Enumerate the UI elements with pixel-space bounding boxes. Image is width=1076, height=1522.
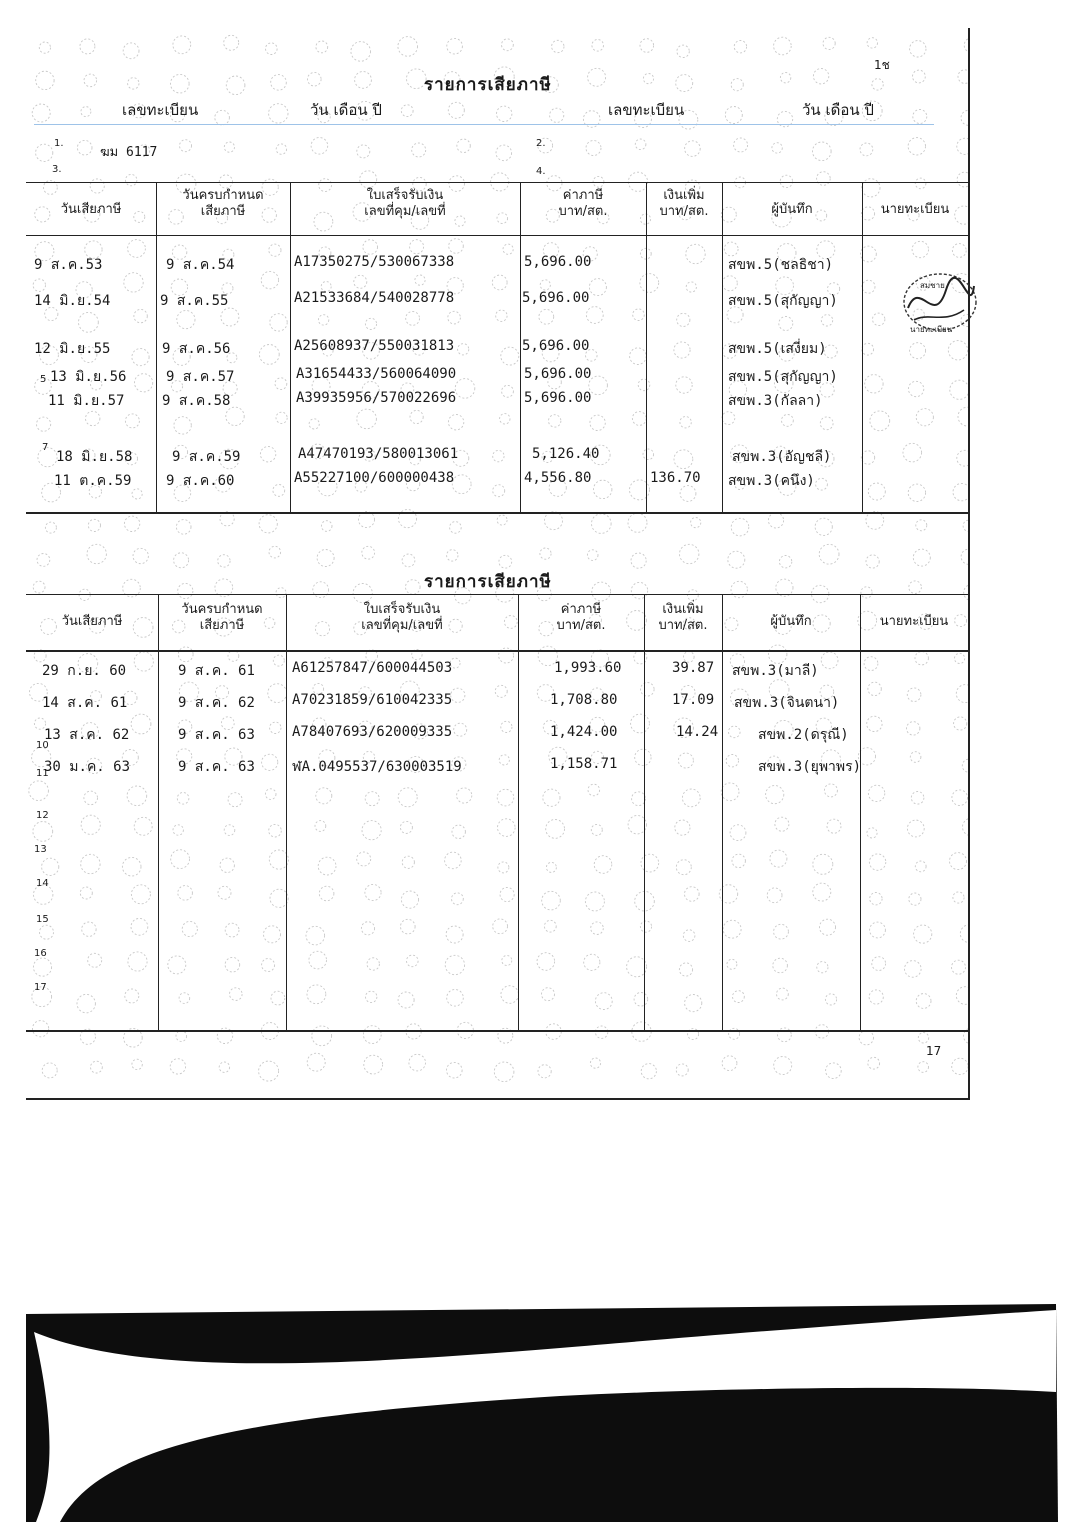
paid-date: 9 ส.ค.53 bbox=[34, 257, 103, 273]
t1-header-surcharge: เงินเพิ่ม บาท/สต. bbox=[659, 188, 709, 219]
paid-date: 11 ต.ค.59 bbox=[54, 473, 132, 489]
table2-col-rule bbox=[518, 594, 519, 1030]
table2-bottom-rule bbox=[26, 1030, 968, 1032]
row-number: 16 bbox=[34, 948, 47, 959]
recorder: สขพ.3(อัญชลี) bbox=[732, 449, 832, 465]
due-date: 9 ส.ค.57 bbox=[166, 369, 235, 385]
due-date: 9 ส.ค.56 bbox=[162, 341, 231, 357]
svg-text:สมชาย: สมชาย bbox=[920, 281, 945, 290]
tax-amount: 5,126.40 bbox=[532, 446, 600, 462]
t1-header-paid-date: วันเสียภาษี bbox=[60, 202, 122, 217]
paid-date: 14 มิ.ย.54 bbox=[34, 293, 111, 309]
row-number: 5 bbox=[40, 374, 47, 385]
tax-amount: 1,424.00 bbox=[550, 724, 618, 740]
receipt-number: A39935956/570022696 bbox=[296, 390, 457, 406]
table1-col-rule bbox=[646, 182, 647, 512]
table2-col-rule bbox=[644, 594, 645, 1030]
recorder: สขพ.3(คนึง) bbox=[728, 473, 815, 489]
t2-header-due-date: วันครบกำหนด เสียภาษี bbox=[181, 602, 263, 633]
tax-amount: 5,696.00 bbox=[524, 254, 592, 270]
tax-amount: 5,696.00 bbox=[524, 390, 592, 406]
tax-amount: 5,696.00 bbox=[522, 290, 590, 306]
t2-header-paid-date: วันเสียภาษี bbox=[61, 614, 123, 629]
recorder: สขพ.5(เสงี่ยม) bbox=[728, 341, 827, 357]
recorder: สขพ.5(สุกัญญา) bbox=[728, 293, 838, 309]
paid-date: 30 ม.ค. 63 bbox=[44, 759, 131, 775]
table1-col-rule bbox=[722, 182, 723, 512]
t2-header-tax: ค่าภาษี บาท/สต. bbox=[556, 602, 606, 633]
paid-date: 11 มิ.ย.57 bbox=[48, 393, 125, 409]
t2-header-surcharge: เงินเพิ่ม บาท/สต. bbox=[658, 602, 708, 633]
recorder: สขพ.3(จินตนา) bbox=[734, 695, 840, 711]
table1-col-rule bbox=[520, 182, 521, 512]
recorder: สขพ.3(กัลลา) bbox=[728, 393, 823, 409]
paid-date: 29 ก.ย. 60 bbox=[42, 663, 127, 679]
due-date: 9 ส.ค.60 bbox=[166, 473, 235, 489]
t2-header-receipt: ใบเสร็จรับเงิน เลขที่คุม/เลขที่ bbox=[361, 602, 443, 633]
receipt-number: A55227100/600000438 bbox=[294, 470, 455, 486]
row-number: 2. bbox=[536, 138, 546, 149]
receipt-number: A21533684/540028778 bbox=[294, 290, 455, 306]
recorder: สขพ.3(มาลี) bbox=[732, 663, 819, 679]
due-date: 9 ส.ค. 63 bbox=[178, 727, 255, 743]
due-date: 9 ส.ค.59 bbox=[172, 449, 241, 465]
row-number: 17 bbox=[34, 982, 47, 993]
recorder: สขพ.5(สุกัญญา) bbox=[728, 369, 838, 385]
t1-header-receipt: ใบเสร็จรับเงิน เลขที่คุม/เลขที่ bbox=[364, 188, 446, 219]
receipt-number: ฬA.0495537/630003519 bbox=[292, 759, 462, 775]
scanner-edge-shadow bbox=[0, 1296, 1076, 1522]
due-date: 9 ส.ค. 61 bbox=[178, 663, 255, 679]
paid-date: 14 ส.ค. 61 bbox=[42, 695, 128, 711]
table1-col-rule bbox=[290, 182, 291, 512]
row-number: 13 bbox=[34, 844, 47, 855]
row-number: 15 bbox=[36, 914, 49, 925]
table1-top-rule bbox=[26, 182, 968, 183]
tax-amount: 1,708.80 bbox=[550, 692, 618, 708]
page-marker: 1ช bbox=[874, 58, 890, 72]
receipt-number: A31654433/560064090 bbox=[296, 366, 457, 382]
recorder: สขพ.3(ยุพาพร) bbox=[758, 759, 862, 775]
paid-date: 13 มิ.ย.56 bbox=[50, 369, 127, 385]
t2-header-recorder: ผู้บันทึก bbox=[770, 614, 812, 629]
t2-header-registrar: นายทะเบียน bbox=[879, 614, 949, 629]
receipt-number: A70231859/610042335 bbox=[292, 692, 453, 708]
row-number: 7 bbox=[42, 442, 49, 453]
recorder: สขพ.5(ชลธิชา) bbox=[728, 257, 834, 273]
section1-title: รายการเสียภาษี bbox=[424, 75, 552, 95]
t1-header-tax: ค่าภาษี บาท/สต. bbox=[558, 188, 608, 219]
surcharge: 39.87 bbox=[672, 660, 715, 676]
reg-no-label-1: เลขทะเบียน bbox=[122, 101, 199, 119]
recorder: สขพ.2(ดรุณี) bbox=[758, 727, 849, 743]
due-date: 9 ส.ค. 62 bbox=[178, 695, 255, 711]
registrar-signature-stamp bbox=[900, 268, 980, 338]
table2-col-rule bbox=[860, 594, 861, 1030]
tax-amount: 5,696.00 bbox=[522, 338, 590, 354]
plate-number: ฆม 6117 bbox=[100, 145, 158, 160]
paid-date: 18 มิ.ย.58 bbox=[56, 449, 133, 465]
section2-title: รายการเสียภาษี bbox=[424, 572, 552, 592]
row-number: 14 bbox=[36, 878, 49, 889]
due-date: 9 ส.ค.54 bbox=[166, 257, 235, 273]
table2-col-rule bbox=[286, 594, 287, 1030]
t1-header-registrar: นายทะเบียน bbox=[880, 202, 950, 217]
table2-top-rule bbox=[26, 594, 968, 595]
due-date: 9 ส.ค. 63 bbox=[178, 759, 255, 775]
footer-marker: 17 bbox=[926, 1044, 942, 1058]
surcharge: 136.70 bbox=[650, 470, 701, 486]
due-date: 9 ส.ค.58 bbox=[162, 393, 231, 409]
table1-header-rule bbox=[26, 235, 968, 236]
row-number: 12 bbox=[36, 810, 49, 821]
row-number: 1. bbox=[54, 138, 64, 149]
reg-no-label-2: เลขทะเบียน bbox=[608, 101, 685, 119]
table2-col-rule bbox=[722, 594, 723, 1030]
tax-amount: 4,556.80 bbox=[524, 470, 592, 486]
date-label-2: วัน เดือน ปี bbox=[802, 101, 874, 119]
due-date: 9 ส.ค.55 bbox=[160, 293, 229, 309]
table1-col-rule bbox=[156, 182, 157, 512]
date-label-1: วัน เดือน ปี bbox=[310, 101, 382, 119]
paid-date: 12 มิ.ย.55 bbox=[34, 341, 111, 357]
tax-amount: 1,993.60 bbox=[554, 660, 622, 676]
table1-col-rule bbox=[862, 182, 863, 512]
tax-amount: 1,158.71 bbox=[550, 756, 618, 772]
t1-header-due-date: วันครบกำหนด เสียภาษี bbox=[182, 188, 264, 219]
surcharge: 14.24 bbox=[676, 724, 719, 740]
row-number: 3. bbox=[52, 164, 62, 175]
tax-record-sheet bbox=[26, 28, 970, 1100]
receipt-number: A78407693/620009335 bbox=[292, 724, 453, 740]
table2-header-rule bbox=[26, 650, 968, 652]
receipt-number: A25608937/550031813 bbox=[294, 338, 455, 354]
row-number: 4. bbox=[536, 166, 546, 177]
receipt-number: A17350275/530067338 bbox=[294, 254, 455, 270]
table2-col-rule bbox=[158, 594, 159, 1030]
row-number: 10 bbox=[36, 740, 49, 751]
t1-header-recorder: ผู้บันทึก bbox=[771, 202, 813, 217]
tax-amount: 5,696.00 bbox=[524, 366, 592, 382]
svg-text:นายทะเบียน: นายทะเบียน bbox=[910, 325, 953, 334]
receipt-number: A61257847/600044503 bbox=[292, 660, 453, 676]
receipt-number: A47470193/580013061 bbox=[298, 446, 459, 462]
table1-bottom-rule bbox=[26, 512, 968, 514]
blue-guide-line bbox=[34, 124, 934, 125]
row-number: 11 bbox=[36, 768, 49, 779]
surcharge: 17.09 bbox=[672, 692, 715, 708]
paid-date: 13 ส.ค. 62 bbox=[44, 727, 130, 743]
